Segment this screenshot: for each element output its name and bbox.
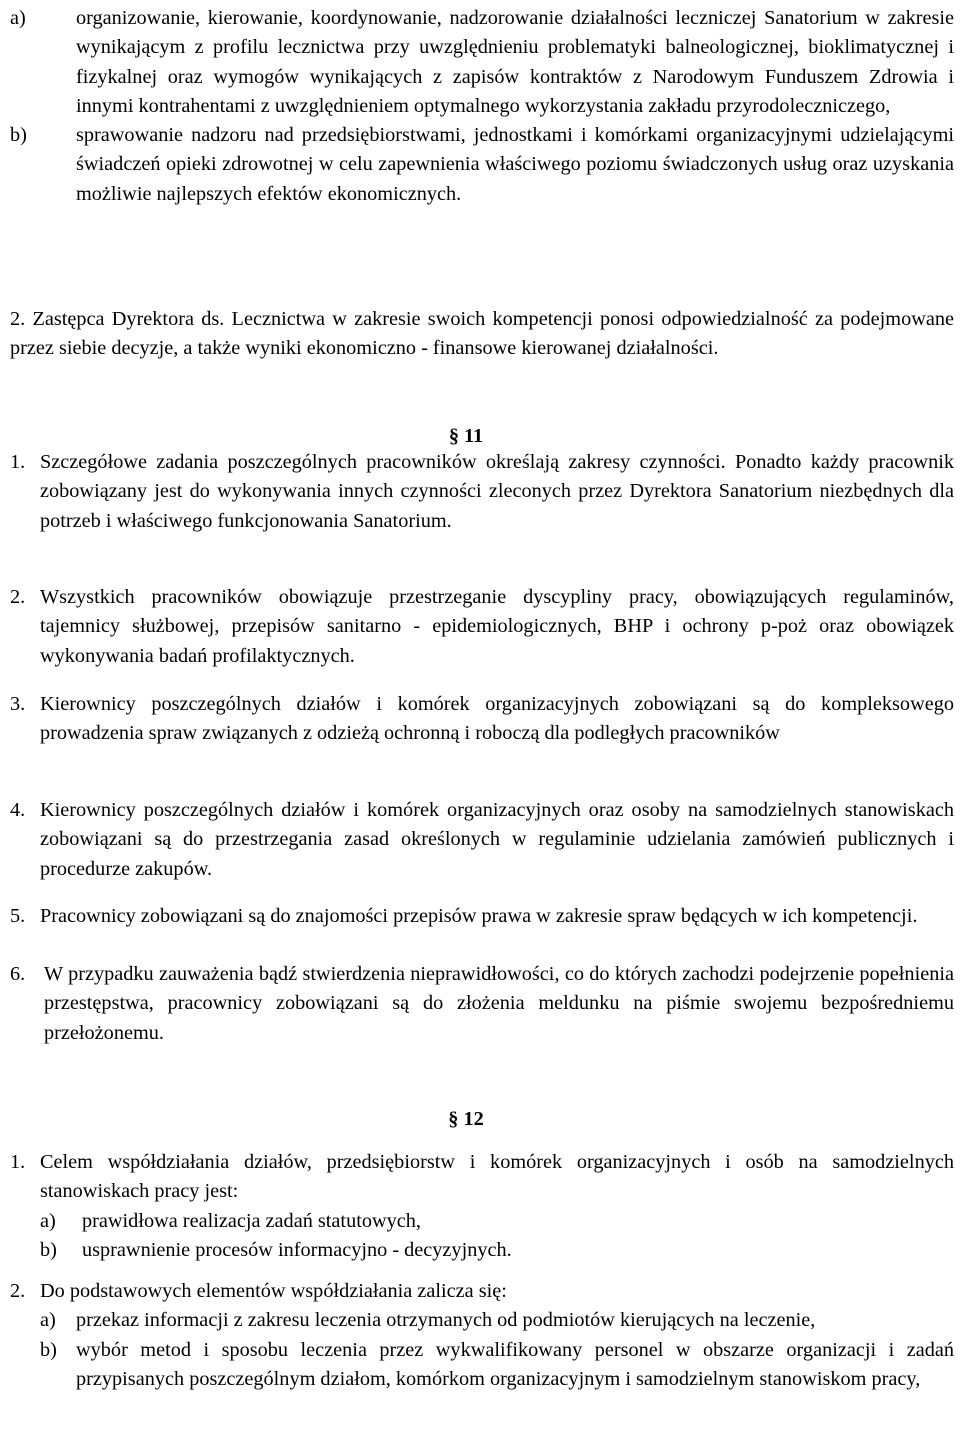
item-marker: b) xyxy=(10,124,27,147)
section-11-point-4 xyxy=(10,796,954,884)
section-12-point-1 xyxy=(10,1148,954,1265)
sub-item-text: wybór metod i sposobu leczenia przez wykwalifikowany personel w obszarze organizacji i zadań przypisanych poszczególnym działom, komórkom organizacyjnym i samodzielnym stanowiskom pracy, xyxy=(76,1338,954,1390)
point-marker: 6. xyxy=(10,963,26,985)
item-text: sprawowanie nadzoru nad przedsiębiorstwami, jednostkami i komórkami organizacyjnymi udzielającymi świadczeń opieki zdrowotnej w celu zapewnienia właściwego poziomu świadczonych usług oraz uzyskania możliwie najlepszych efektów ekonomicznych. xyxy=(76,124,954,205)
item-marker: a) xyxy=(10,7,26,29)
section-11-point-6 xyxy=(10,960,954,1048)
section-11-point-2 xyxy=(10,583,954,671)
paragraph: 2. Zastępca Dyrektora ds. Lecznictwa w zakresie swoich kompetencji ponosi odpowiedzialność za podejmowane przez siebie decyzje, a także wyniki ekonomiczno - finansowe kierowanej działalności. xyxy=(10,308,954,360)
sub-item xyxy=(10,1236,954,1265)
point-marker: 2. xyxy=(10,1280,26,1302)
top-items xyxy=(10,4,954,209)
item-text: organizowanie, kierowanie, koordynowanie, nadzorowanie działalności leczniczej Sanatorium w zakresie wynikającym z profilu lecznictwa przy uwzględnieniu problematyki balneologicznej, bioklimatycznej i fizykalnej oraz wymogów wynikających z zapisów kontraktów z Narodowym Funduszem Zdrowia i innymi kontrahentami z uwzględnieniem optymalnego wykorzystania zakładu przyrodoleczniczego, xyxy=(76,7,954,117)
section-12-point-2 xyxy=(10,1277,954,1394)
point-marker: 1. xyxy=(10,1151,26,1173)
point-text: Do podstawowych elementów współdziałania zalicza się: xyxy=(40,1280,507,1302)
section-heading-11: § 11 xyxy=(448,425,484,447)
point-marker: 5. xyxy=(10,905,26,927)
point-text: Kierownicy poszczególnych działów i komórek organizacyjnych oraz osoby na samodzielnych stanowiskach zobowiązani są do przestrzegania zasad określonych w regulaminie udzielania zamówień publicznych i procedurze zakupów. xyxy=(40,799,954,880)
point-marker: 2. xyxy=(10,586,26,608)
sub-item xyxy=(10,1207,954,1236)
sub-item-text: prawidłowa realizacja zadań statutowych, xyxy=(82,1209,421,1232)
point-marker: 1. xyxy=(10,451,26,473)
sub-item-marker: a) xyxy=(40,1309,56,1332)
sub-item xyxy=(10,1306,954,1335)
section-11-point-3 xyxy=(10,690,954,749)
sub-item-marker: b) xyxy=(40,1338,57,1361)
point-text: Celem współdziałania działów, przedsiębiorstw i komórek organizacyjnych i osób na samodzielnych stanowiskach pracy jest: xyxy=(40,1151,954,1203)
sub-item-marker: a) xyxy=(40,1209,56,1232)
sub-item-text: usprawnienie procesów informacyjno - decyzyjnych. xyxy=(82,1238,512,1261)
section-11-point-1 xyxy=(10,448,954,536)
point-text: Pracownicy zobowiązani są do znajomości przepisów prawa w zakresie spraw będących w ich kompetencji. xyxy=(40,905,918,927)
point-text: Szczegółowe zadania poszczególnych pracowników określają zakresy czynności. Ponadto każdy pracownik zobowiązany jest do wykonywania innych czynności zleconych przez Dyrektora Sanatorium niezbędnych dla potrzeb i właściwego funkcjonowania Sanatorium. xyxy=(40,451,954,532)
point-text: Kierownicy poszczególnych działów i komórek organizacyjnych zobowiązani są do kompleksowego prowadzenia spraw związanych z odzieżą ochronną i roboczą dla podległych pracowników xyxy=(40,693,954,745)
section-heading-12: § 12 xyxy=(448,1108,484,1130)
sub-item-text: przekaz informacji z zakresu leczenia otrzymanych od podmiotów kierujących na leczenie, xyxy=(76,1309,816,1332)
list-item-b xyxy=(10,121,954,209)
point-text: W przypadku zauważenia bądź stwierdzenia nieprawidłowości, co do których zachodzi podejrzenie popełnienia przestępstwa, pracownicy zobowiązani są do złożenia meldunku na piśmie swojemu bezpośredniemu przełożonemu. xyxy=(44,963,954,1044)
sub-item xyxy=(10,1336,954,1395)
list-item-a xyxy=(10,4,954,121)
point-2-deputy xyxy=(10,305,954,364)
point-marker: 4. xyxy=(10,799,26,821)
point-marker: 3. xyxy=(10,693,26,715)
point-text: Wszystkich pracowników obowiązuje przestrzeganie dyscypliny pracy, obowiązujących regulaminów, tajemnicy służbowej, przepisów sanitarno - epidemiologicznych, BHP i ochrony p-poż oraz obowiązek wykonywania badań profilaktycznych. xyxy=(40,586,954,667)
section-11-point-5 xyxy=(10,902,954,931)
sub-item-marker: b) xyxy=(40,1238,57,1261)
